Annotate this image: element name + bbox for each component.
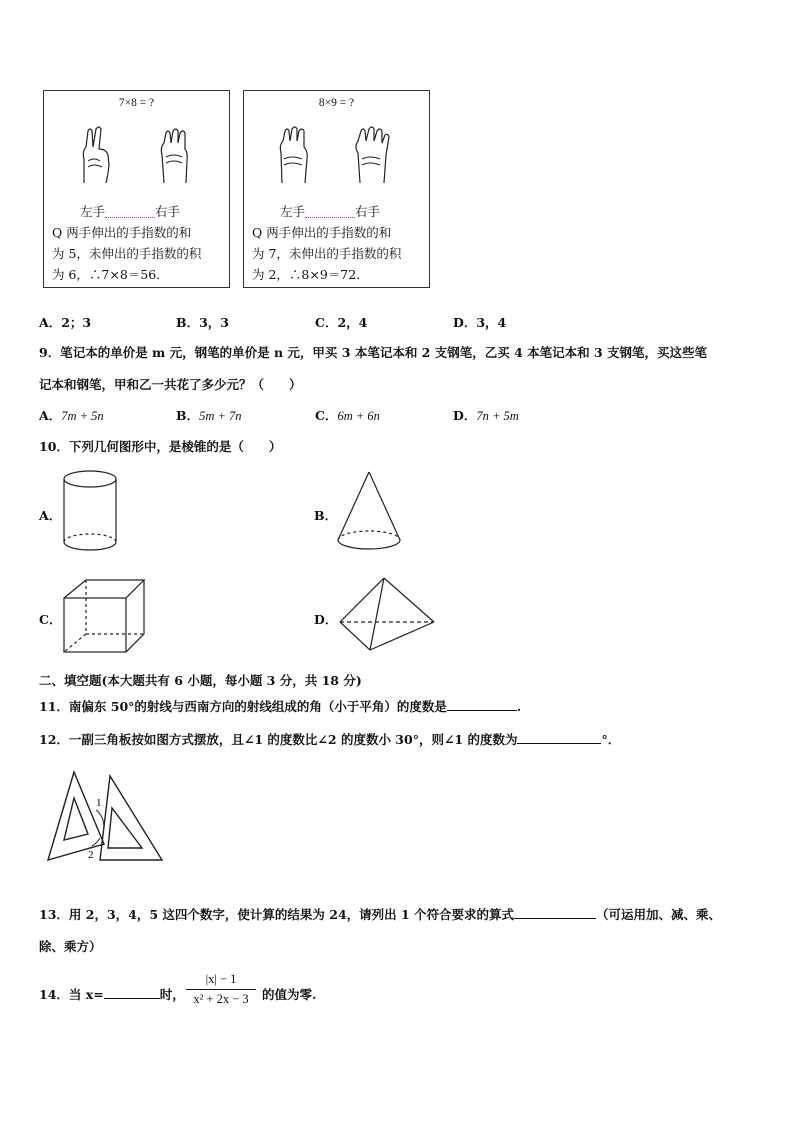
q10-label-c: C． <box>39 612 62 627</box>
q9-option-b <box>176 406 242 424</box>
q12-answer-blank[interactable] <box>517 730 601 744</box>
q8-option-a: A．2；3 <box>39 315 92 330</box>
option-letter: D． <box>453 408 477 423</box>
q9-stem-line-2: 记本和钢笔，甲和乙一共花了多少元？（ ） <box>39 377 302 392</box>
panel-equation: 8×9 = ? <box>318 97 355 109</box>
hands-label-row <box>80 202 180 220</box>
q9-option-c <box>315 406 380 424</box>
right-hand-label: 右手 <box>355 204 381 219</box>
option-expression: 6m + 6n <box>337 409 380 423</box>
q14-text-end: 的值为零. <box>262 987 317 1002</box>
pyramid-figure <box>336 574 440 656</box>
q14-stem <box>39 985 185 1003</box>
q10-stem: 10．下列几何图形中，是棱锥的是（ ） <box>39 439 282 454</box>
q8-option-b: B．3，3 <box>176 315 229 330</box>
q12-text: 12．一副三角板按如图方式摆放，且∠1 的度数比∠2 的度数小 30°，则∠1 的度数为 <box>39 732 518 747</box>
fraction-bar <box>186 989 256 990</box>
panel-text-line-1: Q 两手伸出的手指数的和 <box>252 225 392 240</box>
right-hand-label: 右手 <box>155 204 181 219</box>
q8-option-c: C．2，4 <box>315 315 368 330</box>
q11-answer-blank[interactable] <box>447 697 517 711</box>
wavy-underline <box>105 207 155 218</box>
panel-text-line-1: Q 两手伸出的手指数的和 <box>52 225 192 240</box>
panel-equation: 7×8 = ? <box>118 97 155 109</box>
option-expression: 5m + 7n <box>199 409 242 423</box>
angle-1-label: 1 <box>96 797 102 809</box>
option-letter: C． <box>315 408 338 423</box>
option-letter: A． <box>39 408 62 423</box>
q13-answer-blank[interactable] <box>514 905 596 919</box>
section-2-heading: 二、填空题(本大题共有 6 小题，每小题 3 分，共 18 分) <box>39 673 362 688</box>
option-expression: 7n + 5m <box>476 409 519 423</box>
q13-text: 13．用 2，3，4，5 这四个数字，使计算的结果为 24，请列出 1 个符合要求的算式 <box>39 907 515 922</box>
q14-answer-blank[interactable] <box>104 985 160 999</box>
q11-stem <box>39 697 521 715</box>
q10-label-d: D． <box>314 612 338 627</box>
hand-left-illustration <box>274 125 314 185</box>
option-letter: B． <box>176 408 200 423</box>
q14-text-mid: 时， <box>159 987 185 1002</box>
cylinder-figure <box>60 468 120 556</box>
q10-label-a: A． <box>39 508 62 523</box>
panel-text-line-2: 为 5，未伸出的手指数的积 <box>52 246 202 261</box>
q12-end: °． <box>601 732 621 747</box>
angle-2-label: 2 <box>88 849 94 861</box>
q9-stem-line-1: 9．笔记本的单价是 m 元，钢笔的单价是 n 元，甲买 3 本笔记本和 2 支钢笔，乙买 4 本笔记本和 3 支钢笔，买这些笔 <box>39 345 708 360</box>
q12-stem <box>39 730 620 748</box>
panel-text-line-3: 为 6，∴7×8＝56． <box>52 267 169 282</box>
option-expression: 7m + 5n <box>61 409 104 423</box>
fraction-denominator: x² + 2x − 3 <box>193 992 249 1006</box>
q13-stem-line-2: 除、乘方） <box>39 939 102 954</box>
cube-figure <box>60 576 150 656</box>
finger-panel-2 <box>243 90 430 288</box>
set-squares-figure <box>44 768 168 866</box>
q14-fraction <box>186 972 256 1007</box>
q11-end: . <box>516 699 522 714</box>
cone-figure <box>334 468 404 556</box>
hands-label-row <box>280 202 380 220</box>
q9-option-a <box>39 406 104 424</box>
panel-text-line-3: 为 2，∴8×9＝72． <box>252 267 369 282</box>
fraction-numerator: |x| − 1 <box>205 972 237 986</box>
wavy-underline <box>305 207 355 218</box>
q11-text: 11．南偏东 50°的射线与西南方向的射线组成的角（小于平角）的度数是 <box>39 699 447 714</box>
finger-panel-1 <box>43 90 230 288</box>
q9-option-d <box>453 406 519 424</box>
left-hand-label: 左手 <box>280 204 306 219</box>
panel-text-line-2: 为 7，未伸出的手指数的积 <box>252 246 402 261</box>
q10-label-b: B． <box>314 508 338 523</box>
hand-right-illustration <box>154 125 194 185</box>
hand-left-illustration <box>76 125 116 185</box>
q13-text-end: （可运用加、减、乘、 <box>596 907 722 922</box>
q8-option-d: D．3，4 <box>453 315 507 330</box>
hand-right-illustration <box>350 125 394 185</box>
q13-stem-line-1 <box>39 905 721 923</box>
left-hand-label: 左手 <box>80 204 106 219</box>
q14-text-start: 14．当 x= <box>39 987 104 1002</box>
